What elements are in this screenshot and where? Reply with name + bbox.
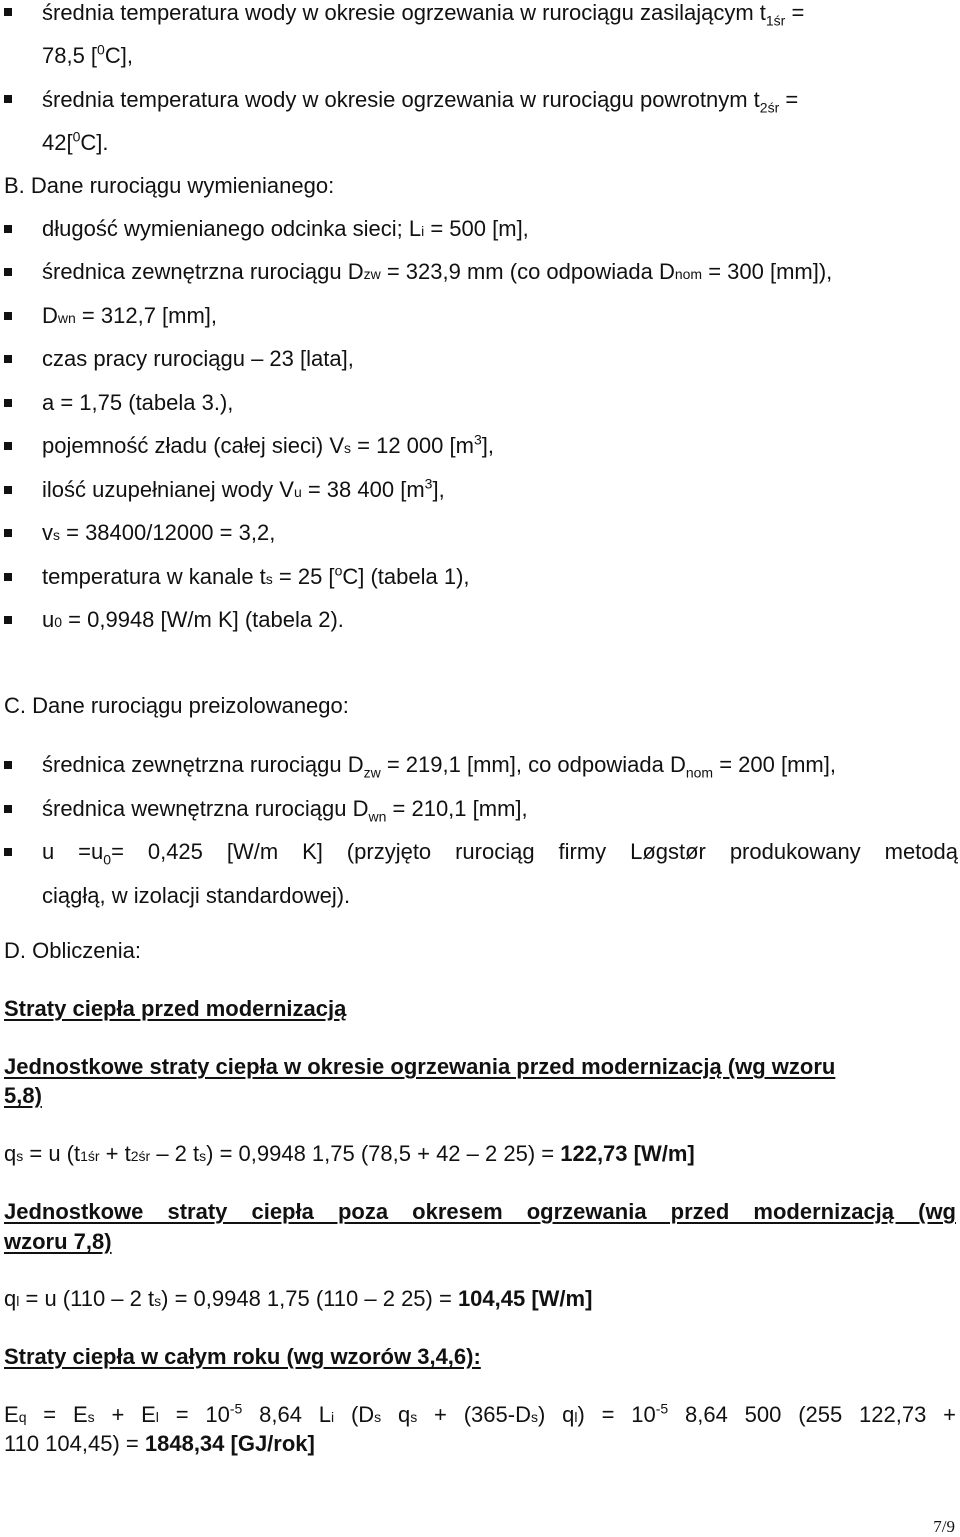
return-temp-line: średnia temperatura wody w okresie ogrzewania w rurociągu powrotnym $t_{2śr}$ = <box>42 87 799 116</box>
volume-item: pojemność zładu (całej sieci) Vs = 12 000 $[m^3]$, <box>42 431 494 458</box>
section-c-heading: C. Dane rurociągu preizolowanego: <box>4 693 349 718</box>
eq-formula: $Eq = Es + El = 10^{-5}$ 8,64 Li (Ds qs + (365-Ds) $ql) = 10^{-5}$ 8,64 500 (255 122,73 + <box>4 1400 956 1427</box>
page-number: 7/9 <box>933 1517 955 1536</box>
eq-result: 1848,34 [GJ/rok] <box>144 1431 315 1456</box>
bullet-icon <box>4 8 12 16</box>
qs-result: 122,73 [W/m] <box>560 1141 695 1166</box>
bullet-icon <box>4 761 12 769</box>
bullet-icon <box>4 442 12 450</box>
work-time-item: czas pracy rurociągu – 23 [lata], <box>42 346 354 371</box>
bullet-icon <box>4 268 12 276</box>
external-diameter-item: średnica zewnętrzna rurociągu $D_{zw} = 219,1$ [mm], co odpowiada $D_{nom} = 200$ [mm], <box>42 752 836 781</box>
internal-diameter-item: średnica wewnętrzna rurociągu $D_{wn} = 210,1$ [mm], <box>42 796 528 825</box>
supply-temp-line: średnia temperatura wody w okresie ogrzewania w rurociągu zasilającym $t_{1śr}$ = <box>42 0 805 29</box>
bullet-icon <box>4 95 12 103</box>
u-value-item: $u =u_0= 0,425$ [W/m K] (przyjęto rurociąg firmy Løgstør produkowany metodą <box>42 839 958 868</box>
refill-item: ilość uzupełnianej wody Vu = 38 400 $[m^3]$, <box>42 475 445 502</box>
ql-result: 104,45 [W/m] <box>457 1286 593 1311</box>
unit-heating-title: Jednostkowe straty ciepła w okresie ogrzewania przed modernizacją (wg wzoru <box>4 1054 836 1079</box>
section-b-heading: B. Dane rurociągu wymienianego: <box>4 173 335 198</box>
unit-heating-title-cont: 5,8) <box>4 1083 42 1108</box>
channel-temp-item: temperatura w kanale ts = 25 [$^o$C] (tabela 1), <box>42 562 470 589</box>
diameter-item: średnica zewnętrzna rurociągu Dzw = 323,9 mm (co odpowiada Dnom = 300 [mm]), <box>42 259 833 284</box>
qs-formula: qs = u (t1śr + t2śr – 2 ts) = 0,9948 1,75 (78,5 + 42 – 2 25) = 122,73 [W/m] <box>4 1141 695 1166</box>
losses-before-heading: Straty ciepła przed modernizacją <box>4 996 347 1021</box>
bullet-icon <box>4 805 12 813</box>
return-temp-value: 42[$^0$C]. <box>42 128 109 155</box>
ql-formula: ql = u (110 – 2 ts) = 0,9948 1,75 (110 – 2 25) = 104,45 [W/m] <box>4 1286 593 1311</box>
bullet-icon <box>4 486 12 494</box>
u-value-continuation: ciągłą, w izolacji standardowej). <box>42 883 351 908</box>
supply-temp-value: 78,5 [$^0$C], <box>42 41 133 68</box>
eq-formula-cont: 110 104,45) = 1848,34 [GJ/rok] <box>4 1431 315 1456</box>
unit-outside-title-cont: wzoru 7,8) <box>4 1229 112 1254</box>
bullet-icon <box>4 399 12 407</box>
a-value-item: a = 1,75 (tabela 3.), <box>42 390 234 415</box>
bullet-icon <box>4 848 12 856</box>
u0-item: u0 = 0,9948 [W/m K] (tabela 2). <box>42 607 344 632</box>
bullet-icon <box>4 529 12 537</box>
bullet-icon <box>4 573 12 581</box>
bullet-icon <box>4 355 12 363</box>
year-losses-title: Straty ciepła w całym roku (wg wzorów 3,4,6): <box>4 1344 481 1369</box>
section-d-heading: D. Obliczenia: <box>4 938 141 963</box>
length-item: długość wymienianego odcinka sieci; Li = 500 [m], <box>42 216 529 241</box>
unit-outside-title: Jednostkowe straty ciepła poza okresem ogrzewania przed modernizacją (wg <box>4 1199 956 1224</box>
bullet-icon <box>4 312 12 320</box>
dwn-item: Dwn = 312,7 [mm], <box>42 303 218 328</box>
ratio-item: vs = 38400/12000 = 3,2, <box>42 520 276 545</box>
bullet-icon <box>4 616 12 624</box>
bullet-icon <box>4 225 12 233</box>
